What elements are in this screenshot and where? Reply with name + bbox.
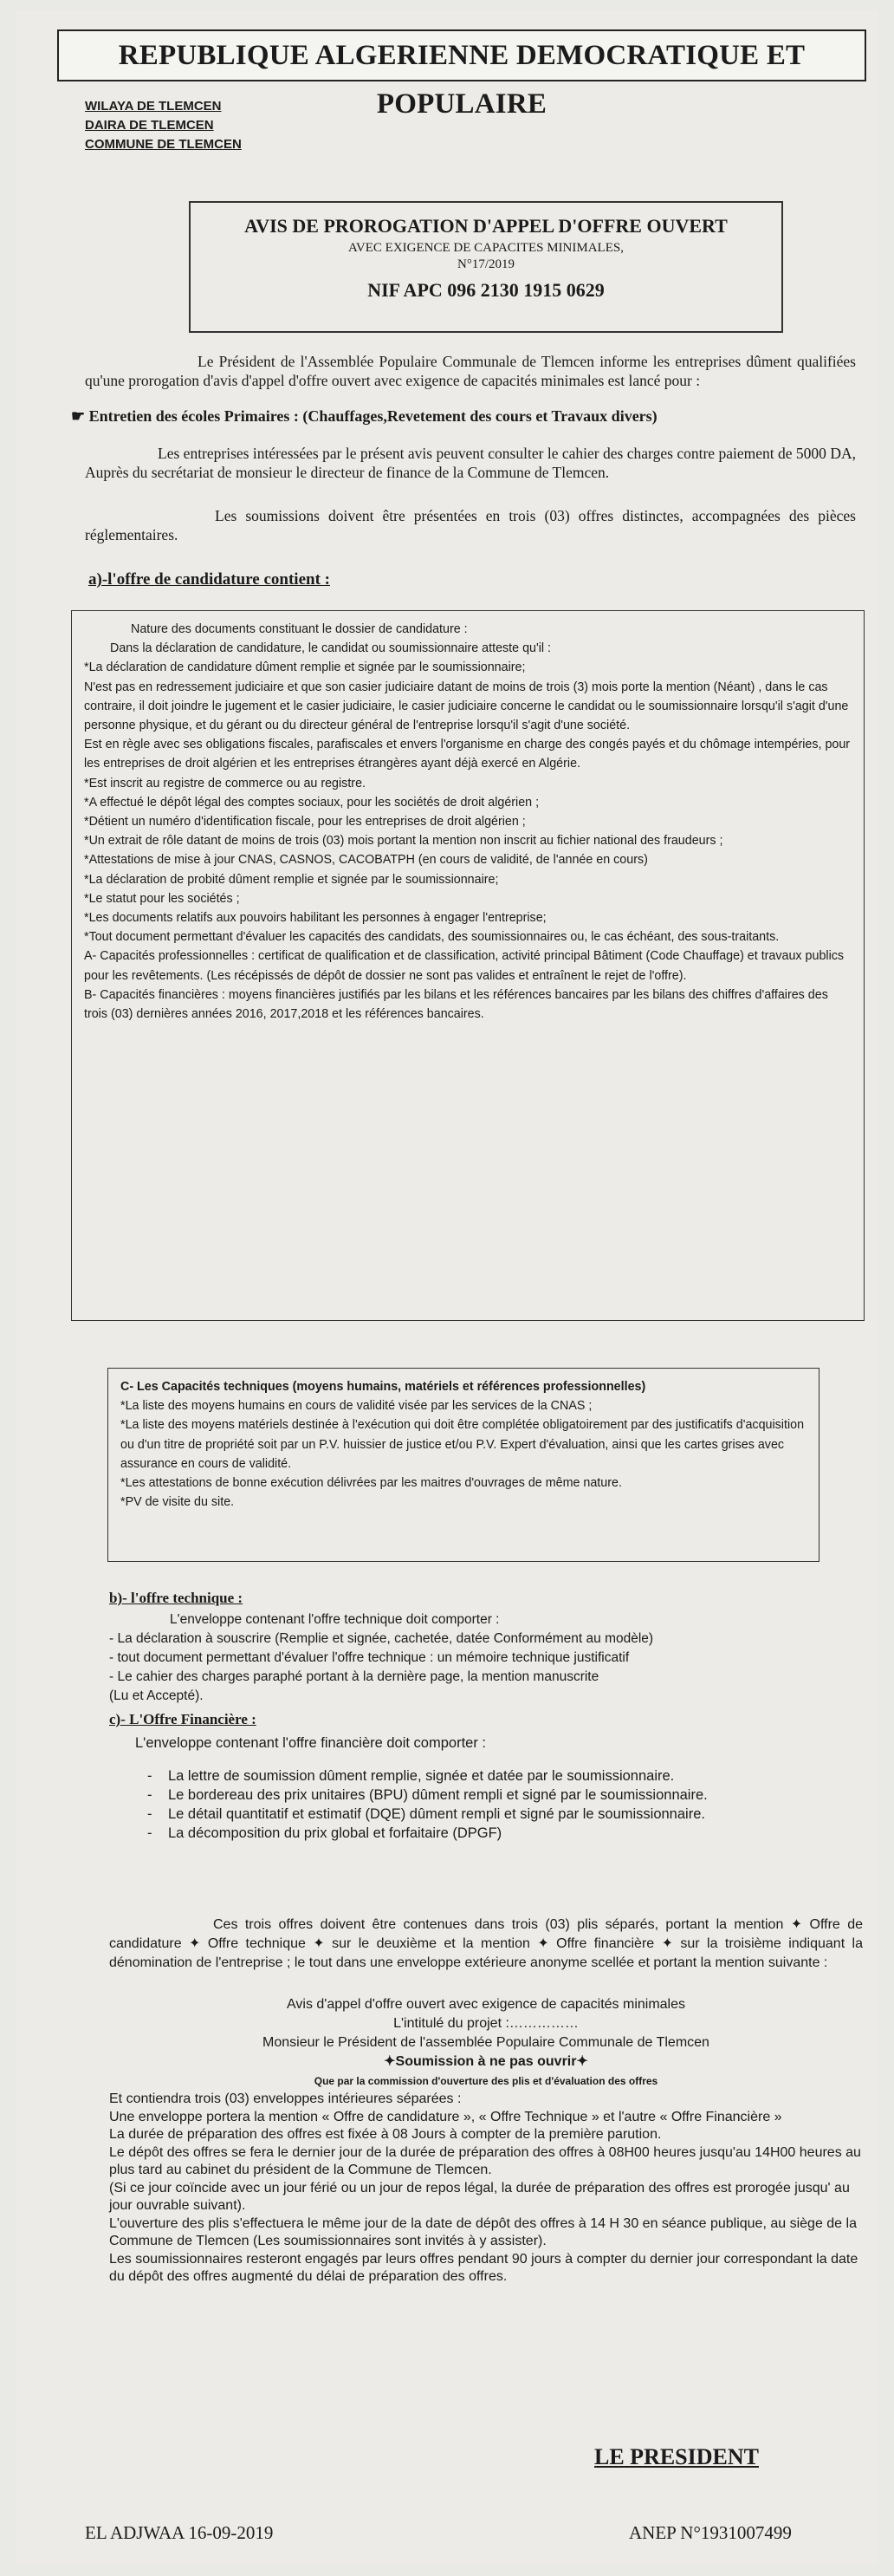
technical-line: - tout document permettant d'évaluer l'offre technique : un mémoire technique justificatif xyxy=(109,1650,630,1665)
envelope-line: ✦Soumission à ne pas ouvrir✦ xyxy=(384,2054,588,2069)
box2-line: *PV de visite du site. xyxy=(120,1495,235,1510)
anep-number: ANEP N°1931007499 xyxy=(629,2522,792,2543)
administrative-header xyxy=(85,97,242,154)
section-b-heading: b)- l'offre technique : xyxy=(109,1590,243,1606)
box1-line: *Les documents relatifs aux pouvoirs habilitant les personnes à engager l'entreprise; xyxy=(84,911,547,926)
financial-offer-list xyxy=(109,1734,871,1843)
box1-line: *Un extrait de rôle datant de moins de trois (03) mois portant la mention non inscrit au fichier national des fraudeurs ; xyxy=(84,834,723,849)
box1-line: *Attestations de mise à jour CNAS, CASNOS, CACOBATPH (en cours de validité, de l'année en cours) xyxy=(84,853,648,868)
financial-item: - La lettre de soumission dûment remplie, signée et datée par le soumissionnaire. xyxy=(109,1766,871,1786)
technical-line: (Lu et Accepté). xyxy=(109,1688,204,1703)
envelope-line: L'intitulé du projet :…………… xyxy=(393,2016,579,2031)
box1-line: *La déclaration de probité dûment remplie et signée par le soumissionnaire; xyxy=(84,872,499,887)
box1-line: Dans la déclaration de candidature, le candidat ou soumissionnaire atteste qu'il : xyxy=(110,641,551,656)
nif-number: NIF APC 096 2130 1915 0629 xyxy=(367,279,605,301)
notice-title: AVIS DE PROROGATION D'APPEL D'OFFRE OUVERT xyxy=(244,215,728,237)
notice-number: N°17/2019 xyxy=(457,257,515,271)
republic-banner: REPUBLIQUE ALGERIENNE DEMOCRATIQUE ET POPULAIRE xyxy=(57,29,866,81)
box1-line: *Détient un numéro d'identification fiscale, pour les entreprises de droit algérien ; xyxy=(84,815,526,829)
newspaper-page xyxy=(16,10,878,2564)
candidature-box xyxy=(71,610,865,1321)
commune-line: COMMUNE DE TLEMCEN xyxy=(85,137,242,152)
envelope-line: Monsieur le Président de l'assemblée Populaire Communale de Tlemcen xyxy=(262,2035,709,2050)
closing-line: Les soumissionnaires resteront engagés par leurs offres pendant 90 jours à compter du dernier jour correspondant la date du dépôt des offres augmenté du délai de préparation des offres. xyxy=(109,2251,858,2284)
box2-line: *Les attestations de bonne exécution délivrées par les maitres d'ouvrages de même nature. xyxy=(120,1476,622,1491)
envelope-paragraph: Ces trois offres doivent être contenues dans trois (03) plis séparés, portant la mention ✦ Offre de candidature ✦ Offre technique ✦ sur le deuxième et la mention ✦ Offre financière ✦ sur la troisième indiquant la dénomination de l'entreprise ; le tout dans une enveloppe extérieure anonyme scellée et portant la mention suivante : xyxy=(109,1917,863,1970)
notice-subtitle: AVEC EXIGENCE DE CAPACITES MINIMALES, xyxy=(348,241,624,255)
box1-line: *Est inscrit au registre de commerce ou au registre. xyxy=(84,776,366,790)
financial-item: - Le bordereau des prix unitaires (BPU) dûment rempli et signé par le soumissionnaire. xyxy=(109,1786,871,1805)
wilaya-line: WILAYA DE TLEMCEN xyxy=(85,99,222,114)
notice-title-box xyxy=(189,201,783,333)
closing-line: L'ouverture des plis s'effectuera le même jour de la date de dépôt des offres à 14 H 30 en séance publique, au siège de la Commune de Tlemcen (Les soumissionnaires sont invités à y assister). xyxy=(109,2215,857,2248)
box1-line: *Tout document permettant d'évaluer les capacités des candidats, des soumissionnaires ou, le cas échéant, des sous-traitants. xyxy=(84,930,780,945)
technical-capacities-box xyxy=(107,1368,820,1562)
section-a-heading: a)-l'offre de candidature contient : xyxy=(88,570,330,589)
box1-line: B- Capacités financières : moyens financières justifiés par les bilans et les références bancaires par les bilans des chiffres d'affaires des trois (03) dernières années 2016, 2017,2018 et les références bancaires. xyxy=(84,987,828,1022)
box1-line: *Le statut pour les sociétés ; xyxy=(84,891,240,906)
daira-line: DAIRA DE TLEMCEN xyxy=(85,118,214,133)
closing-paragraphs xyxy=(109,2091,863,2287)
section-c-heading: c)- L'Offre Financière : xyxy=(109,1711,256,1727)
box2-line: *La liste des moyens humains en cours de validité visée par les services de la CNAS ; xyxy=(120,1399,593,1414)
technical-line: L'enveloppe contenant l'offre technique doit comporter : xyxy=(170,1612,500,1627)
box2-line: *La liste des moyens matériels destinée à l'exécution qui doit être complétée obligatoirement par des justificatifs d'acquisition ou d'un titre de propriété soit par un P.V. huissier de justice et/ou P.V. Expert d'évaluation, ainsi que les cartes grises avec assurance en cours de validité. xyxy=(120,1418,805,1471)
submission-paragraph: Les soumissions doivent être présentées en trois (03) offres distinctes, accompagnées des pièces réglementaires. xyxy=(85,507,856,543)
closing-line: Une enveloppe portera la mention « Offre de candidature », « Offre Technique » et l'autre « Offre Financière » xyxy=(109,2109,782,2124)
technical-line: - La déclaration à souscrire (Remplie et signée, cachetée, datée Conformément au modèle) xyxy=(109,1631,654,1646)
closing-line: Et contiendra trois (03) enveloppes intérieures séparées : xyxy=(109,2091,462,2106)
object-line xyxy=(71,407,859,426)
box1-line: A- Capacités professionnelles : certificat de qualification et de classification, activité principal Bâtiment (Code Chauffage) et travaux publics pour les revêtements. (Les récépissés de dépôt de dossier ne sont pas valides et entraînent le rejet de l'offre). xyxy=(84,949,845,983)
box2-heading: C- Les Capacités techniques (moyens humains, matériels et références professionnelles) xyxy=(120,1380,646,1394)
box1-line: *A effectué le dépôt légal des comptes sociaux, pour les sociétés de droit algérien ; xyxy=(84,795,540,810)
box1-line: Nature des documents constituant le dossier de candidature : xyxy=(131,622,468,636)
intro-paragraph: Le Président de l'Assemblée Populaire Communale de Tlemcen informe les entreprises dûment qualifiées qu'une prorogation d'avis d'appel d'offre ouvert avec exigence de capacités minimales est lancé pour : xyxy=(85,353,856,389)
envelope-mention xyxy=(109,1995,863,2091)
object-text: Entretien des écoles Primaires : (Chauffages,Revetement des cours et Travaux divers) xyxy=(88,407,658,425)
publication-date: EL ADJWAA 16-09-2019 xyxy=(85,2522,274,2543)
consult-paragraph: Les entreprises intéressées par le présent avis peuvent consulter le cahier des charges contre paiement de 5000 DA, Auprès du secrétariat de monsieur le directeur de finance de la Commune de Tlemcen. xyxy=(85,445,856,481)
envelope-line: Que par la commission d'ouverture des plis et d'évaluation des offres xyxy=(314,2075,658,2087)
technical-line: - Le cahier des charges paraphé portant à la dernière page, la mention manuscrite xyxy=(109,1669,599,1684)
envelope-line: Avis d'appel d'offre ouvert avec exigence de capacités minimales xyxy=(287,1997,685,2012)
closing-line: (Si ce jour coïncide avec un jour férié ou un jour de repos légal, la durée de préparation des offres est prorogée jusqu' au jour ouvrable suivant). xyxy=(109,2180,850,2213)
financial-item: - La décomposition du prix global et forfaitaire (DPGF) xyxy=(109,1824,871,1843)
financial-intro: L'enveloppe contenant l'offre financière doit comporter : xyxy=(135,1735,486,1751)
financial-item: - Le détail quantitatif et estimatif (DQE) dûment rempli et signé par le soumissionnaire. xyxy=(109,1805,871,1824)
signature: LE PRESIDENT xyxy=(594,2444,759,2469)
pointing-hand-icon: ☛ xyxy=(71,407,89,425)
closing-line: La durée de préparation des offres est fixée à 08 Jours à compter de la première parution. xyxy=(109,2127,662,2142)
box1-line: Est en règle avec ses obligations fiscales, parafiscales et envers l'organisme en charge des congés payés et du chômage intempéries, pour les entreprises de droit algérien et les entreprises étrangères ayant déjà exercé en Algérie. xyxy=(84,738,851,771)
closing-line: Le dépôt des offres se fera le dernier jour de la durée de préparation des offres à 08H00 heures jusqu'au 14H00 heures au plus tard au cabinet du président de la Commune de Tlemcen. xyxy=(109,2144,861,2177)
box1-line: *La déclaration de candidature dûment remplie et signée par le soumissionnaire; xyxy=(84,660,526,675)
technical-offer-list xyxy=(109,1610,863,1706)
box1-line: N'est pas en redressement judiciaire et que son casier judiciaire datant de moins de trois (3) mois porte la mention (Néant) , dans le cas contraire, il doit joindre le jugement et le casier judiciaire, le casier judiciaire concerne le candidat ou le soumissionnaire lorsqu'il s'agit d'une personne physique, et du gérant ou du directeur général de l'entreprise lorsqu'il s'agit d'une société. xyxy=(84,680,849,733)
